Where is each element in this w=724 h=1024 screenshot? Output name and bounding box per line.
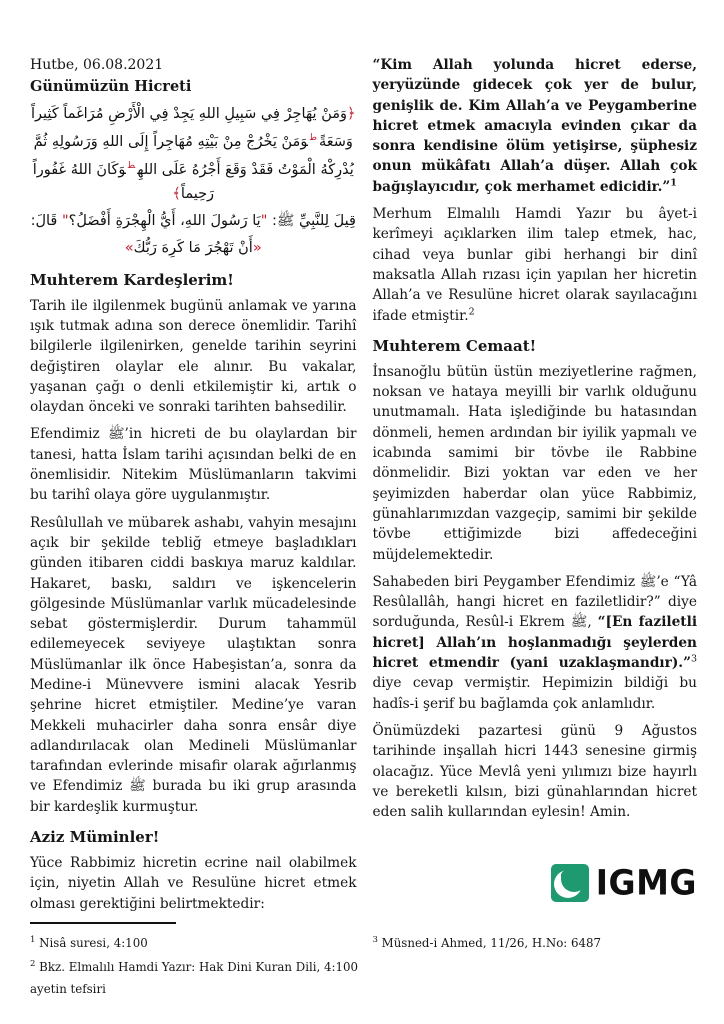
footnote-3 [372, 930, 697, 954]
ornate-bracket-close: ﴾ [172, 185, 181, 202]
paragraph: Efendimiz ﷺ’in hicreti de bu olaylardan bir tanesi, hatta İslam tarihi açısından belki de en önemlisidir. Nitekim Müslümanların takvimi bu tarihî olaya göre uygulanmıştır. [30, 426, 357, 504]
footnote-text: Müsned-i Ahmed, 11/26, H.No: 6487 [377, 935, 602, 950]
paragraph-with-hadith [373, 572, 698, 714]
footnote-marker: 2 [30, 959, 36, 970]
right-column [373, 55, 698, 921]
paragraph-text: diye cevap vermiştir. Hepimizin bildiği bu hadîs-i şerif bu bağlamda çok anlamlıdır. [372, 675, 697, 712]
footnote-ref-1: 1 [670, 177, 677, 189]
footnote-separator-rule [30, 922, 176, 924]
footnote-1 [30, 930, 372, 954]
quote-text: “Kim Allah yolunda hicret ederse, yeryüzünde gidecek çok yer de bulur, genişlik de. Kim Allah’a ve Peygamberine hicret etmek amacıyla evinden çıkar da sonra kendisine ölüm yetişirse, şüphesiz onun mükâfatı Allah’a düşer. Allah çok bağışlayıcıdır, çok merhamet edicidir.” [372, 57, 697, 195]
footnote-marker: 3 [372, 935, 378, 945]
verse-translation-quote [373, 55, 698, 197]
hadith-translation-bold: “[En faziletli hicret] Allah’ın hoşlanmadığı şeylerden hicret etmendir (yani uzaklaşmandır).” [372, 614, 698, 672]
waqf-mark: ط [309, 133, 317, 143]
quote-mark: » [124, 239, 134, 256]
hadith-question: يَا رَسُولَ اللهِ، أَيُّ الْهِجْرَةِ أَفْضَلُ؟ [68, 212, 261, 229]
verse-segment-2: وَمَنْ يَخْرُجْ مِنْ بَيْتِهِ مُهَاجِراً إِلَى اللهِ وَرَسُولِهِ ثُمَّ يُدْرِكْهُ الْمَوْتُ فَقَدْ وَقَعَ أَجْرُهُ عَلَى اللهِ [33, 133, 354, 178]
paragraph-text: Sahabeden biri Peygamber Efendimiz ﷺ’e “Yâ Resûlallâh, hangi hicret en faziletlidir?” diye sorduğunda, Resûl-i Ekrem ﷺ, [372, 573, 697, 631]
waqf-mark: ط [127, 160, 136, 171]
hadith-intro: قِيلَ لِلنَّبِيِّ ﷺ: [267, 212, 356, 229]
quran-verse-arabic [30, 102, 357, 260]
paragraph: İnsanoğlu bütün üstün meziyetlerine rağmen, noksan ve hataya meyilli bir varlık olduğunu unutmamalı. Hata işlediğinde bu hatasından dönmeli, hemen ardından bir iyilik yapmalı ve icabında samimi bir tövbe ile Rabbine dönmelidir. Bizi yoktan var eden ve her şeyimizden haberdar olan yüce Rabbimiz, günahlarımızdan vazgeçip, samimi bir şekilde tövbe ettiğimizde bizi affedeceğini müjdelemektedir. [372, 363, 697, 563]
paragraph [373, 204, 698, 326]
footnote-marker: 1 [30, 935, 36, 945]
two-column-layout [30, 55, 697, 921]
document-date: Hutbe, 06.08.2021 [30, 57, 164, 73]
verse-segment-3: وَكَانَ اللهُ غَفُوراً رَحِيماً [32, 161, 215, 202]
footnotes-left [30, 922, 372, 1000]
paragraph-text: Merhum Elmalılı Hamdi Yazır bu âyet-i kerîmeyi açıklarken ilim talep etmek, hac, cihad veya bunlar gibi herhangi bir dinî maksatla Allah rızası için yapılan her hicretin Allah’a ve Resulüne hicret olarak sayılacağını ifade etmiştir. [372, 206, 697, 324]
igmg-crescent-globe-icon [551, 864, 589, 902]
footnotes-right [372, 922, 697, 1000]
paragraph: Önümüzdeki pazartesi günü 9 Ağustos tarihinde inşallah hicri 1443 senesine girmiş olacağız. Yüce Mevlâ yeni yılımızı bize hayırlı ve bereketli kılsın, bizi günahlarından hicret eden salih kullarından eylesin! Amin. [372, 722, 697, 821]
paragraph: Yüce Rabbimiz hicretin ecrine nail olabilmek için, niyetin Allah ve Resulüne hicret etmek olması gerektiğini belirtmektedir: [30, 855, 357, 912]
verse-segment-1: وَمَنْ يُهَاجِرْ فِي سَبِيلِ اللهِ يَجِدْ فِي الْأَرْضِ مُرَاغَماً كَثِيراً وَسَعَةً [30, 106, 353, 150]
igmg-logo [551, 864, 697, 902]
footnote-2 [30, 954, 372, 1000]
hadith-answer-line [30, 236, 357, 260]
footnote-ref-2: 2 [468, 306, 475, 317]
footnotes-area [30, 922, 697, 1000]
section-heading-kardeslerim: Muhterem Kardeşlerim! [30, 270, 234, 289]
igmg-wordmark: IGMG [595, 862, 697, 903]
paragraph: Tarih ile ilgilenmek bugünü anlamak ve yarına ışık tutmak adına son derece önemlidir. Tarihî bilgilerle ilgilenirken, genelde tarihin seyrini değiştiren olaylar ele alınır. Bu vakalar, yaşanan çağı o denli etkilemiştir ki, artık o olaydan önceki ve sonraki tarihten bahsedilir. [30, 297, 357, 416]
section-heading-cemaat: Muhterem Cemaat! [372, 336, 537, 355]
hadith-answer: أَنْ تَهْجُرَ مَا كَرِهَ رَبُّكَ [133, 239, 253, 256]
document-title: Günümüzün Hicreti [30, 78, 192, 95]
footnote-ref-3: 3 [690, 653, 697, 665]
left-column [30, 55, 357, 921]
footnote-text: Bkz. Elmalılı Hamdi Yazır: Hak Dini Kuran Dili, 4:100 ayetin tefsiri [30, 960, 359, 996]
hadith-arabic-line [30, 209, 357, 233]
quote-mark: « [252, 239, 262, 256]
hadith-said: قَالَ: [30, 212, 62, 229]
paragraph: Resûlullah ve mübarek ashabı, vahyin mesajını açık bir şekilde tebliğ etmeye başladıkları günden itibaren ciddi baskıya maruz kaldılar. Hakaret, baskı, saldırı ve işkencelerin gölgesinde Müslümanlar varlık mücadelesinde sebat göstermişlerdir. Durum tahammül edilemeyecek seviyeye ulaştıktan sonra Müslümanlar ilk önce Habeşistan’a, sonra da Medine-i Münevvere ismini alacak Yesrib şehrine hicret etmiştiler. Medine’ye varan Mekkeli muhacirler daha sonra ensâr diye adlandırılacak olan Medineli Müslümanlar tarafından evlerinde misafir olarak ağırlanmış ve Efendimiz ﷺ burada bu iki grup arasında bir kardeşlik kurmuştur. [30, 514, 357, 815]
quote-mark: " [61, 212, 69, 229]
ornate-bracket-open: ﴿ [347, 106, 356, 122]
footnote-text: Nisâ suresi, 4:100 [35, 935, 148, 950]
quote-mark: " [260, 212, 268, 229]
section-heading-muminler: Aziz Müminler! [30, 828, 160, 847]
